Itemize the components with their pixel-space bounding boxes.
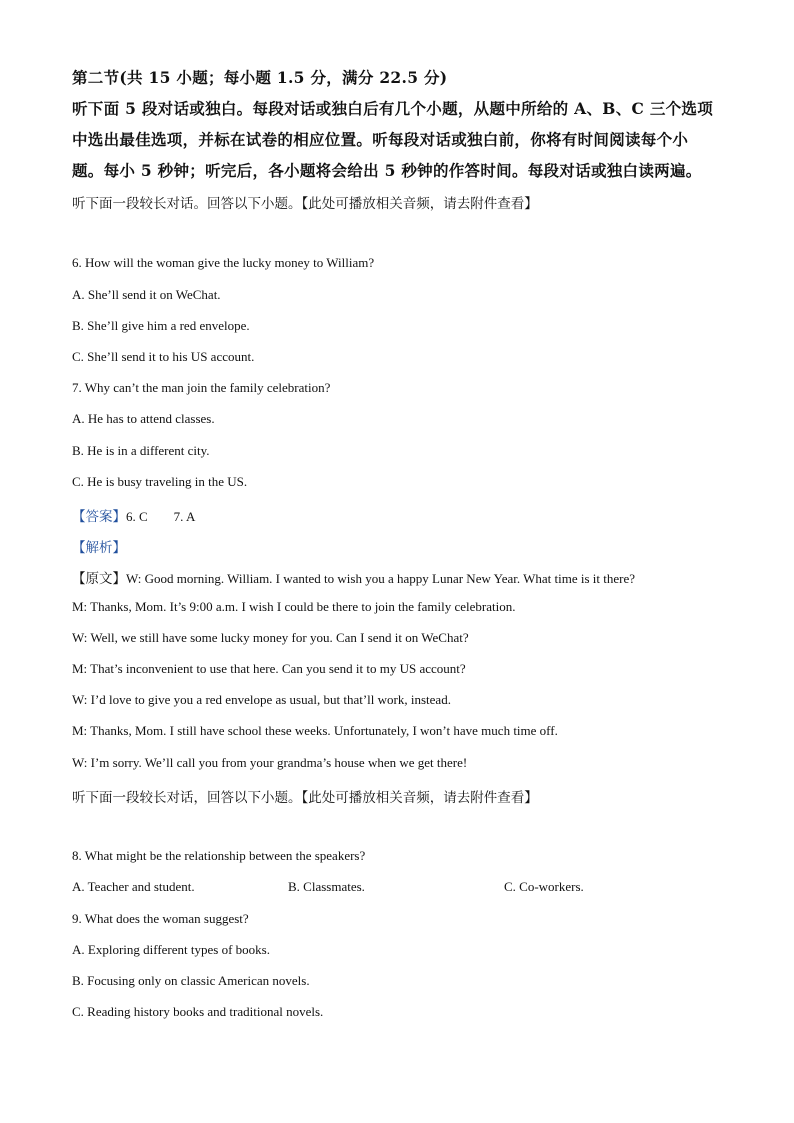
question-8-option-a: A. Teacher and student. — [72, 879, 195, 894]
transcript-line-2: M: Thanks, Mom. It’s 9:00 a.m. I wish I could be there to join the family celebration. — [72, 599, 516, 614]
question-9-option-b: B. Focusing only on classic American novels. — [72, 973, 310, 988]
transcript-tag: 【原文】 — [72, 571, 126, 586]
question-8-option-b: B. Classmates. — [288, 879, 365, 894]
question-8-stem: 8. What might be the relationship between the speakers? — [72, 848, 366, 863]
transcript-line-1 — [72, 567, 635, 587]
transcript-line-6: M: Thanks, Mom. I still have school these weeks. Unfortunately, I won’t have much time off. — [72, 723, 558, 738]
passage1-intro: 听下面一段较长对话。回答以下小题。【此处可播放相关音频，请去附件查看】 — [72, 196, 538, 212]
question-9-stem: 9. What does the woman suggest? — [72, 911, 249, 926]
question-6-option-a: A. She’ll send it on WeChat. — [72, 287, 221, 302]
question-9-option-c: C. Reading history books and traditional novels. — [72, 1004, 324, 1019]
question-6-stem: 6. How will the woman give the lucky money to William? — [72, 255, 375, 270]
analysis-tag: 【解析】 — [72, 540, 126, 556]
answer-tag: 【答案】 — [72, 509, 126, 524]
section-heading: 第二节(共 15 小题；每小题 1.5 分，满分 22.5 分) — [72, 68, 448, 87]
instruction-line-1: 听下面 5 段对话或独白。每段对话或独白后有几个小题，从题中所给的 A、B、C 三个选项 — [72, 99, 714, 118]
transcript-text-1: W: Good morning. William. I wanted to wish you a happy Lunar New Year. What time is it there? — [126, 571, 636, 586]
instruction-line-2: 中选出最佳选项，并标在试卷的相应位置。听每段对话或独白前，你将有时间阅读每个小 — [72, 130, 689, 149]
transcript-line-5: W: I’d love to give you a red envelope as usual, but that’ll work, instead. — [72, 692, 451, 707]
answer-text: 6. C 7. A — [126, 509, 196, 524]
transcript-line-4: M: That’s inconvenient to use that here. Can you send it to my US account? — [72, 661, 466, 676]
question-7-option-b: B. He is in a different city. — [72, 443, 210, 458]
instruction-line-3: 题。每小 5 秒钟；听完后，各小题将会给出 5 秒钟的作答时间。每段对话或独白读两遍。 — [72, 161, 702, 180]
answer-line — [72, 505, 195, 525]
question-6-option-c: C. She’ll send it to his US account. — [72, 349, 255, 364]
question-7-stem: 7. Why can’t the man join the family celebration? — [72, 380, 331, 395]
transcript-line-3: W: Well, we still have some lucky money for you. Can I send it on WeChat? — [72, 630, 469, 645]
question-7-option-a: A. He has to attend classes. — [72, 411, 215, 426]
transcript-line-7: W: I’m sorry. We’ll call you from your grandma’s house when we get there! — [72, 755, 468, 770]
passage2-intro: 听下面一段较长对话，回答以下小题。【此处可播放相关音频，请去附件查看】 — [72, 790, 538, 806]
question-9-option-a: A. Exploring different types of books. — [72, 942, 270, 957]
question-8-option-c: C. Co-workers. — [504, 879, 584, 894]
question-6-option-b: B. She’ll give him a red envelope. — [72, 318, 250, 333]
question-7-option-c: C. He is busy traveling in the US. — [72, 474, 248, 489]
